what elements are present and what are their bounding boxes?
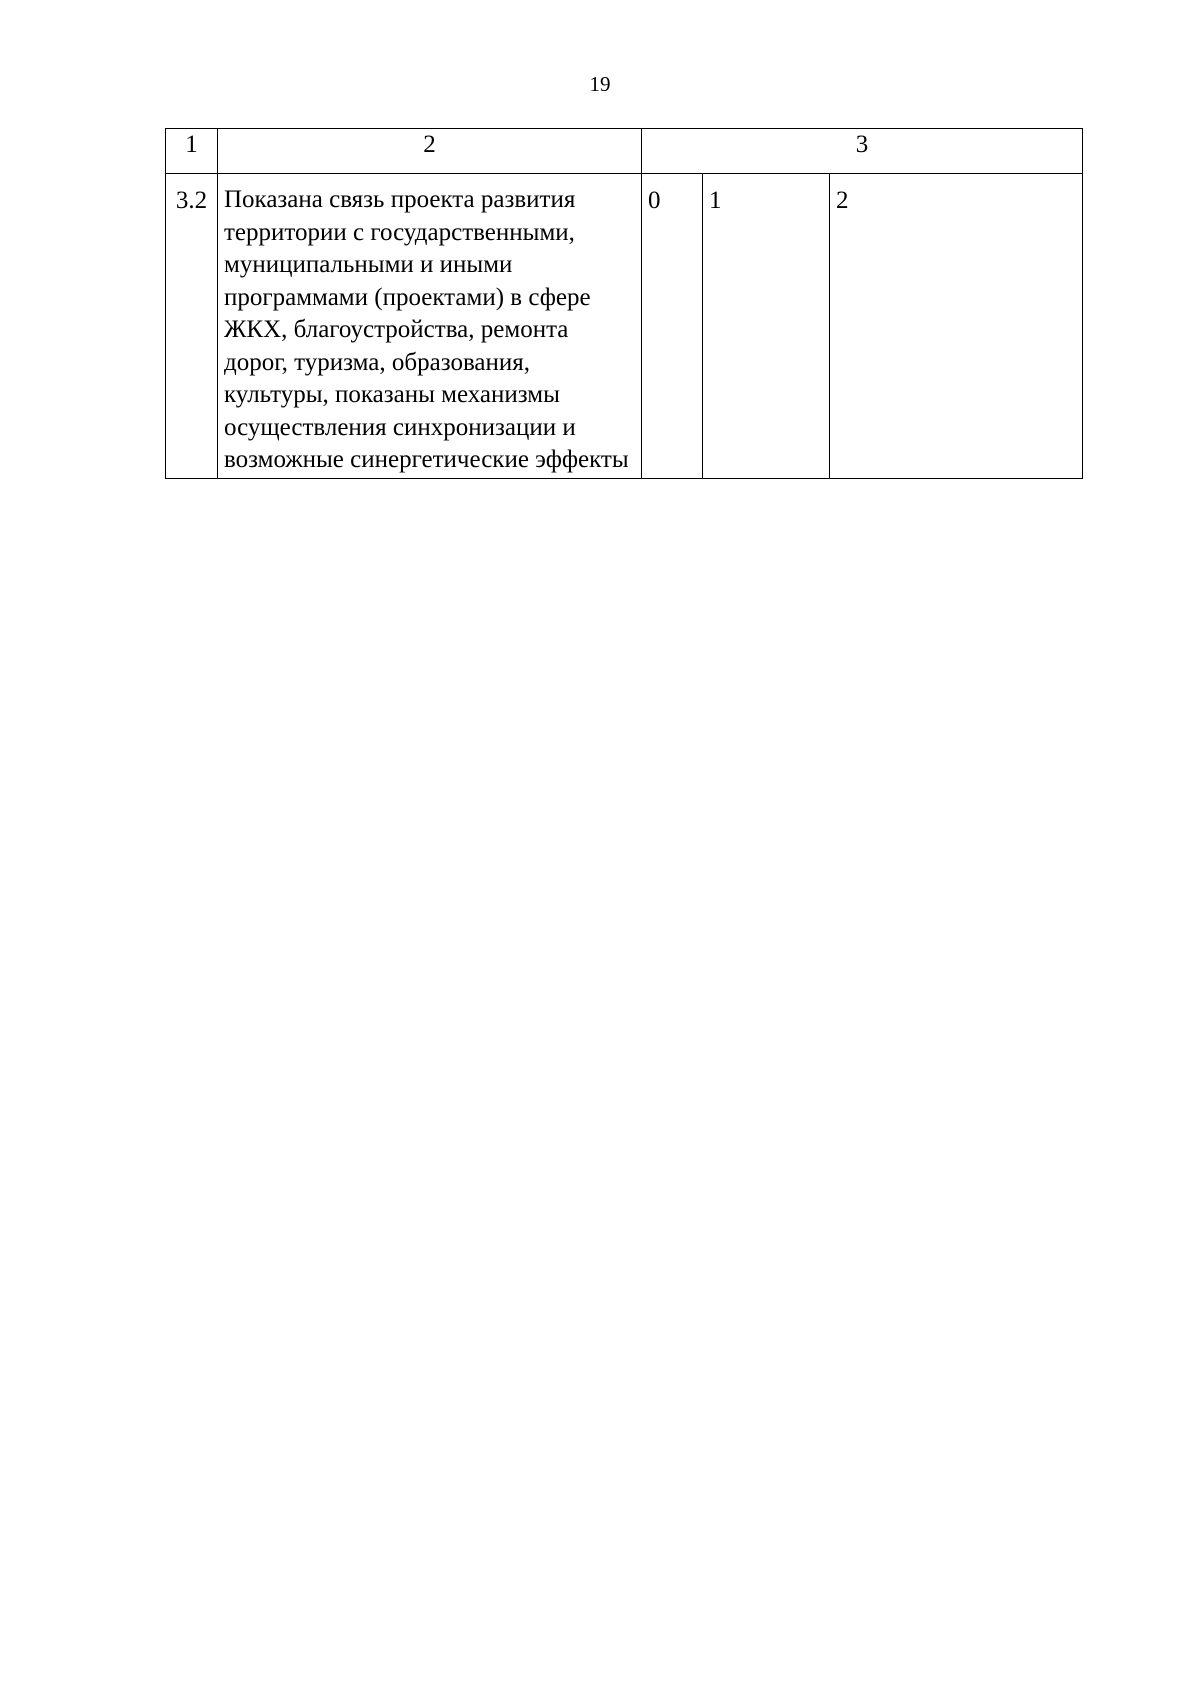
header-cell-1: 1	[166, 129, 218, 174]
table-header-row	[166, 129, 1083, 174]
score-cell-2: 2	[830, 174, 1083, 479]
header-cell-2: 2	[218, 129, 642, 174]
criteria-table	[165, 128, 1083, 479]
score-cell-1: 1	[703, 174, 830, 479]
table-row	[166, 174, 1083, 479]
page-number: 19	[589, 72, 611, 96]
row-number: 3.2	[166, 174, 218, 479]
criterion-text: Показана связь проекта развития территории с государственными, муниципальными и иными программами (проектами) в сфере ЖКХ, благоустройства, ремонта дорог, туризма, образования, культуры, показаны механизмы осуществления синхронизации и возможные синергетические эффекты	[218, 174, 642, 479]
header-cell-3: 3	[642, 129, 1083, 174]
score-cell-0: 0	[642, 174, 703, 479]
